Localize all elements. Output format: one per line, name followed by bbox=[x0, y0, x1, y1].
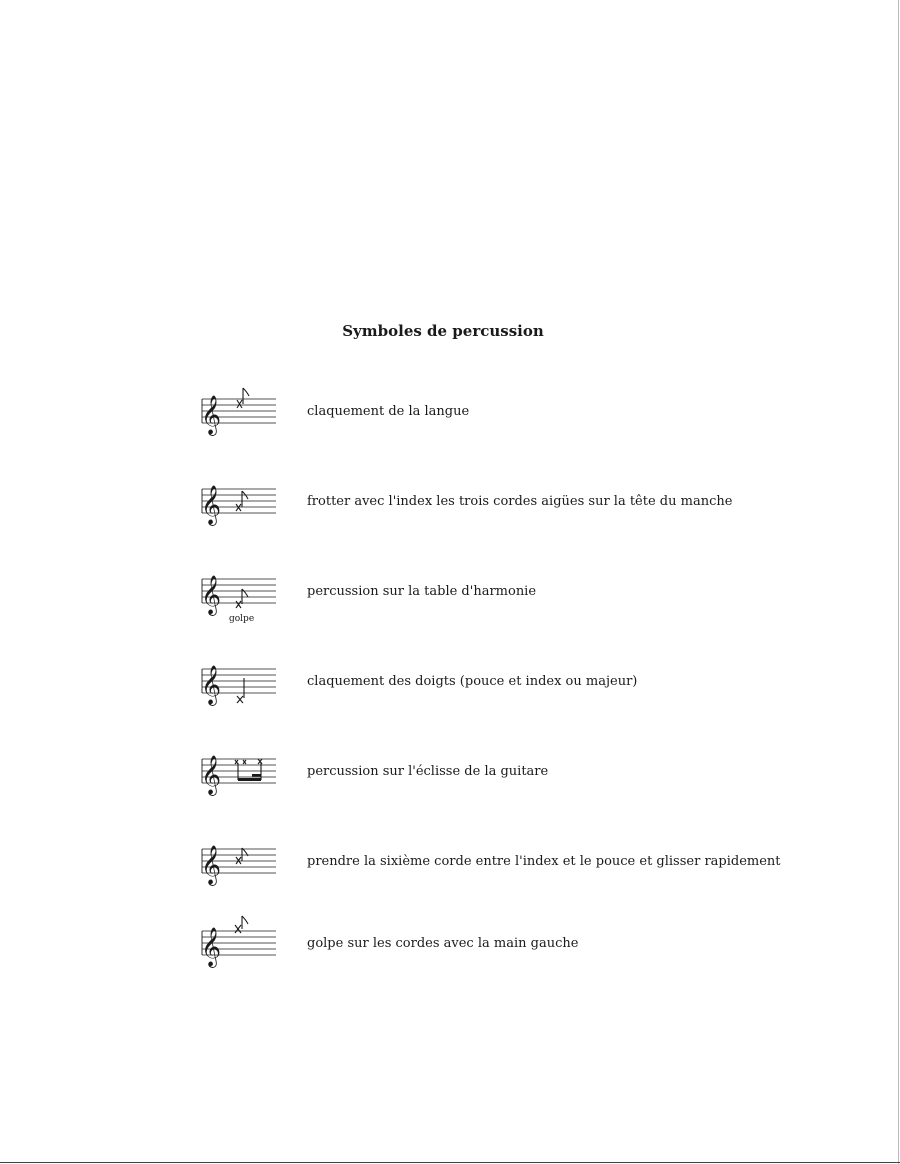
symbol-description: claquement de la langue bbox=[307, 404, 470, 419]
tongue-click-notation-icon bbox=[196, 384, 280, 448]
symbol-description: claquement des doigts (pouce et index ou majeur) bbox=[307, 674, 638, 689]
svg-text:𝄞: 𝄞 bbox=[201, 927, 222, 967]
symbol-description: percussion sur l'éclisse de la guitare bbox=[307, 764, 549, 779]
svg-text:𝄞: 𝄞 bbox=[201, 575, 222, 615]
svg-text:𝄞: 𝄞 bbox=[201, 755, 222, 795]
svg-text:𝄞: 𝄞 bbox=[201, 665, 222, 705]
symbol-description: golpe sur les cordes avec la main gauche bbox=[307, 936, 579, 951]
page-edge-right bbox=[898, 0, 899, 1164]
svg-text:𝄞: 𝄞 bbox=[201, 845, 222, 885]
index-rub-notation-icon bbox=[196, 474, 280, 538]
svg-text:𝄞: 𝄞 bbox=[201, 485, 222, 525]
rib-percussion-notation-icon bbox=[196, 744, 280, 808]
symbol-row-left-hand-golpe bbox=[196, 916, 876, 980]
left-hand-golpe-notation-icon bbox=[196, 916, 280, 980]
symbol-row-tongue-click bbox=[196, 384, 876, 448]
string-slide-notation-icon bbox=[196, 834, 280, 898]
finger-snap-notation-icon bbox=[196, 654, 280, 718]
symbol-row-index-rub bbox=[196, 474, 876, 538]
page-edge-bottom bbox=[0, 1162, 900, 1163]
symbol-row-rib-percussion bbox=[196, 744, 876, 808]
symbol-row-string-slide bbox=[196, 834, 876, 898]
symbol-description: prendre la sixième corde entre l'index et le pouce et glisser rapidement bbox=[307, 854, 781, 869]
symbol-description: frotter avec l'index les trois cordes aigües sur la tête du manche bbox=[307, 494, 733, 509]
symbol-row-soundboard bbox=[196, 564, 876, 628]
golpe-annotation: golpe bbox=[229, 614, 255, 624]
svg-text:𝄞: 𝄞 bbox=[201, 395, 222, 435]
symbol-description: percussion sur la table d'harmonie bbox=[307, 584, 537, 599]
symbol-row-finger-snap bbox=[196, 654, 876, 718]
page-title: Symboles de percussion bbox=[342, 322, 544, 340]
